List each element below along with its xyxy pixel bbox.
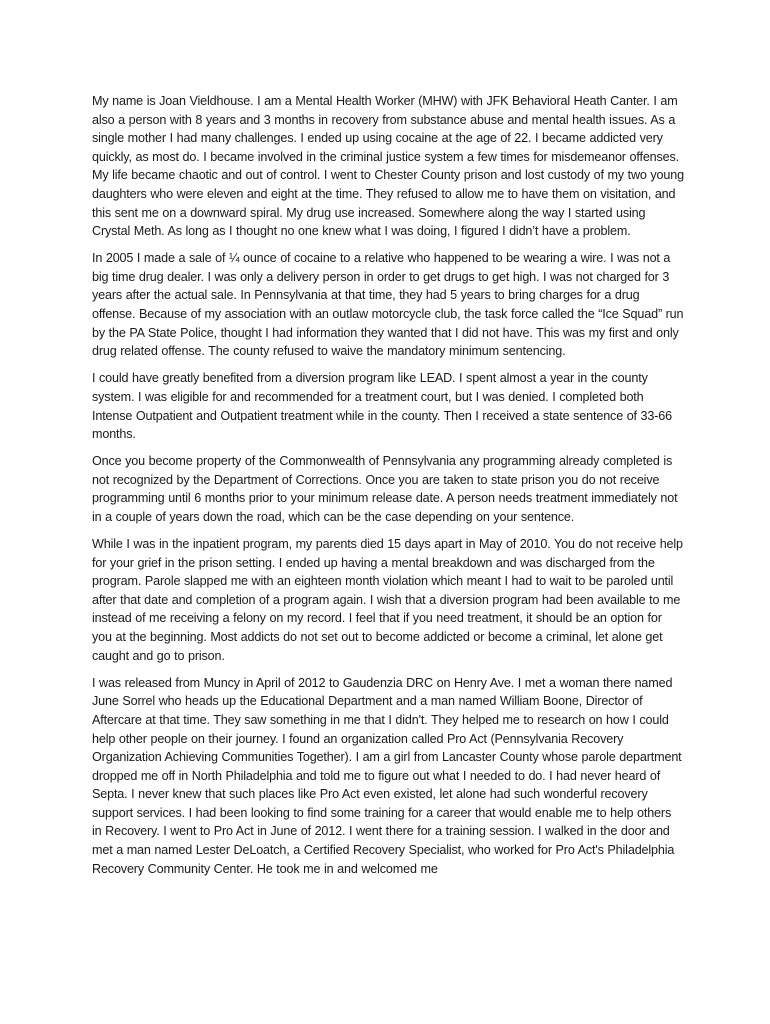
paragraph-2005-sale: In 2005 I made a sale of ¼ ounce of cocaine to a relative who happened to be wearing a wire. I was not a big time drug dealer. I was only a delivery person in order to get drugs to get high. I was not charged for 3 years after the actual sale. In Pennsylvania at that time, they had 5 years to bring charges for a drug offense. Because of my association with an outlaw motorcycle club, the task force called the “Ice Squad” run by the PA State Police, thought I had information they wanted that I did not have. This was my first and only drug related offense. The county refused to waive the mandatory minimum sentencing. bbox=[92, 251, 684, 359]
paragraph-diversion-program: I could have greatly benefited from a diversion program like LEAD. I spent almost a year in the county system. I was eligible for and recommended for a treatment court, but I was denied. I completed both Intense Outpatient and Outpatient treatment while in the county. Then I received a state sentence of 33-66 months. bbox=[92, 371, 673, 442]
paragraph-release: I was released from Muncy in April of 2012 to Gaudenzia DRC on Henry Ave. I met a woman there named June Sorrel who heads up the Educational Department and a man named William Boone, Director of Aftercare at that time. They saw something in me that I didn't. They helped me to research on how I could help other people on their journey. I found an organization called Pro Act (Pennsylvania Recovery Organization Achieving Communities Together). I am a girl from Lancaster County whose parole department dropped me off in North Philadelphia and told me to figure out what I needed to do. I had never heard of Septa. I never knew that such places like Pro Act even existed, let alone had such wonderful recovery support services. I had been looking to find some training for a career that would enable me to help others in Recovery. I went to Pro Act in June of 2012. I went there for a training session. I walked in the door and met a man named Lester DeLoatch, a Certified Recovery Specialist, who worked for Pro Act's Philadelphia Recovery Community Center. He took me in and welcomed me bbox=[92, 675, 682, 876]
paragraph-inpatient-program: While I was in the inpatient program, my parents died 15 days apart in May of 2010. You do not receive help for your grief in the prison setting. I ended up having a mental breakdown and was discharged from the program. Parole slapped me with an eighteen month violation which meant I had to wait to be paroled until after that date and completion of a program again. I wish that a diversion program had been available to me instead of me receiving a felony on my record. I feel that if you need treatment, it should be an option for you at the beginning. Most addicts do not set out to become addicted or become a criminal, let alone get caught and go to prison. bbox=[92, 537, 683, 663]
paragraph-commonwealth: Once you become property of the Commonwealth of Pennsylvania any programming already completed is not recognized by the Department of Corrections. Once you are taken to state prison you do not receive programming until 6 months prior to your minimum release date. A person needs treatment immediately not in a couple of years down the road, which can be the case depending on your sentence. bbox=[92, 454, 678, 524]
document-body bbox=[92, 92, 684, 887]
paragraph-introduction: My name is Joan Vieldhouse. I am a Mental Health Worker (MHW) with JFK Behavioral Heath Canter. I am also a person with 8 years and 3 months in recovery from substance abuse and mental health issues. As a single mother I had many challenges. I ended up using cocaine at the age of 22. I became addicted very quickly, as most do. I became involved in the criminal justice system a few times for misdemeanor offenses. My life became chaotic and out of control. I went to Chester County prison and lost custody of my two young daughters who were eleven and eight at the time. They refused to allow me to have them on visitation, and this sent me on a downward spiral. My drug use increased. Somewhere along the way I started using Crystal Meth. As long as I thought no one knew what I was doing, I figured I didn’t have a problem. bbox=[92, 94, 684, 239]
